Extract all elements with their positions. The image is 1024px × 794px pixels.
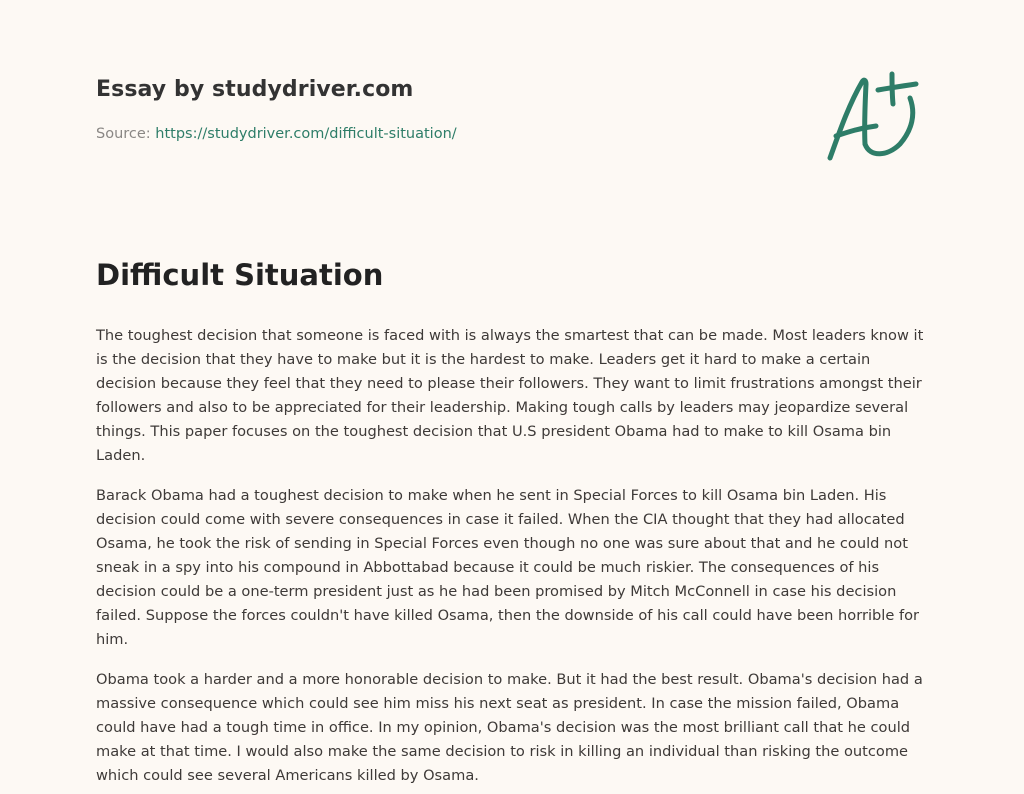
page-header xyxy=(96,74,928,144)
article-paragraph: Barack Obama had a toughest decision to make when he sent in Special Forces to kill Osama bin Laden. His decision could come with severe consequences in case it failed. When the CIA thought that they had allocated Osama, he took the risk of sending in Special Forces even though no one was sure about that and he could not sneak in a spy into his compound in Abbottabad because it could be much riskier. The consequences of his decision could be a one-term president just as he had been promised by Mitch McConnell in case his decision failed. Suppose the forces couldn't have killed Osama, then the downside of his call could have been horrible for him. xyxy=(96,487,920,648)
article-paragraph: The toughest decision that someone is faced with is always the smartest that can be made. Most leaders know it is the decision that they have to make but it is the hardest to make. Leaders get it hard to make a certain decision because they feel that they need to please their followers. They want to limit frustrations amongst their followers and also to be appreciated for their leadership. Making tough calls by leaders may jeopardize several things. This paper focuses on the toughest decision that U.S president Obama had to make to kill Osama bin Laden. xyxy=(96,327,924,464)
source-link[interactable]: https://studydriver.com/difficult-situation/ xyxy=(155,126,457,142)
source-line xyxy=(96,124,928,144)
site-title: Essay by studydriver.com xyxy=(96,77,414,102)
article-title: Difficult Situation xyxy=(96,258,384,292)
a-plus-grade-icon xyxy=(820,66,930,166)
article-paragraph: Obama took a harder and a more honorable decision to make. But it had the best result. Obama's decision had a massive consequence which could see him miss his next seat as president. In case the mission failed, Obama could have had a tough time in office. In my opinion, Obama's decision was the most brilliant call that he could make at that time. I would also make the same decision to risk in killing an individual than risking the outcome which could see several Americans killed by Osama. xyxy=(96,671,923,784)
source-label: Source: xyxy=(96,126,151,142)
article xyxy=(96,254,932,788)
